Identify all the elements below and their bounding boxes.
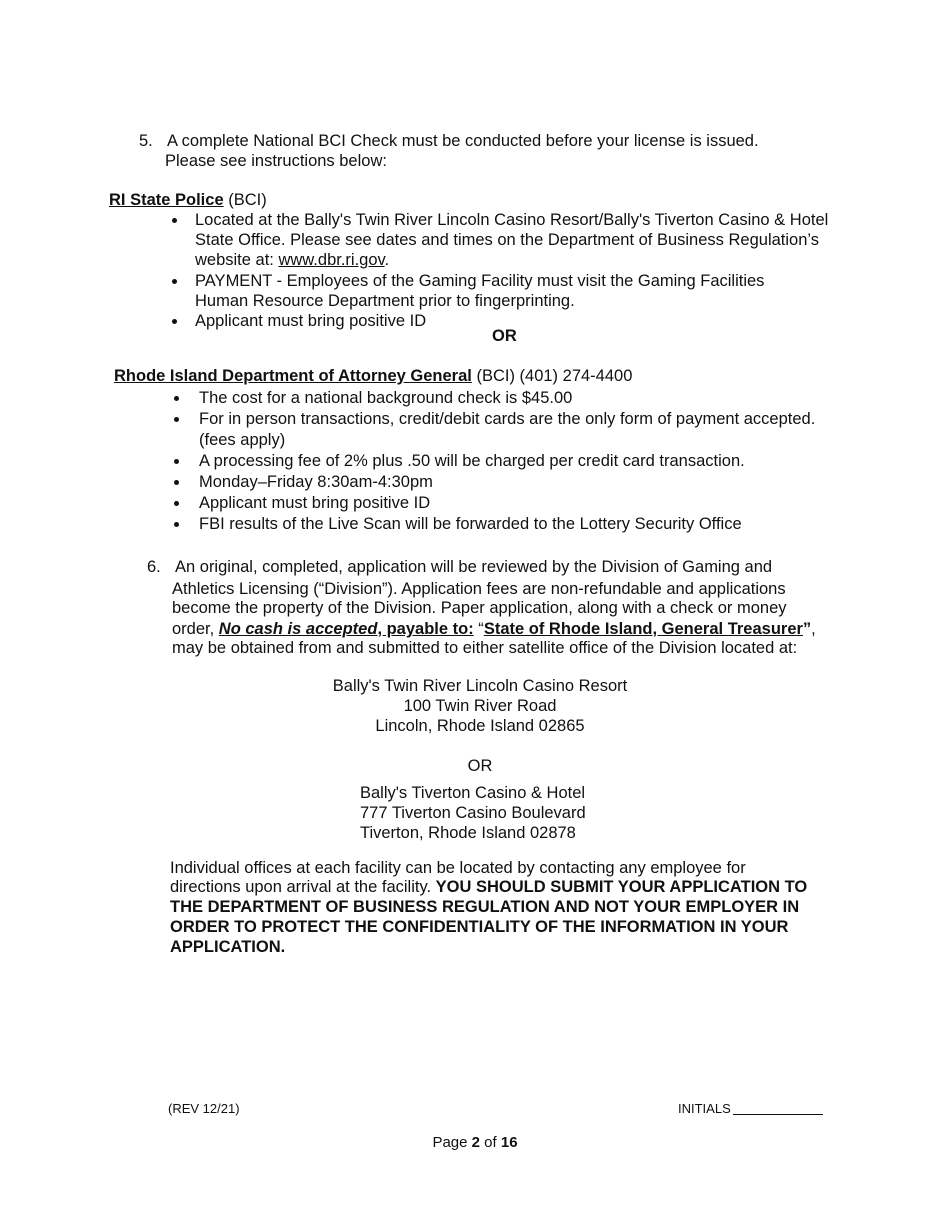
rsp-bullet1-line3: website at: www.dbr.ri.gov. (195, 251, 390, 269)
address1-line1: Bally's Twin River Lincoln Casino Resort (332, 677, 628, 695)
page-number: Page 2 of 16 (432, 1134, 518, 1151)
item6-number: 6. (147, 558, 161, 576)
ag-bullet2-cont: (fees apply) (199, 431, 286, 449)
closing-line5: APPLICATION. (170, 938, 286, 956)
dbr-website-link[interactable]: www.dbr.ri.gov (278, 251, 385, 269)
bullet-icon (172, 279, 177, 284)
ag-bullet1: The cost for a national background check is $45.00 (199, 389, 573, 407)
ag-bullet5: Applicant must bring positive ID (199, 494, 431, 512)
item6-line2: Athletics Licensing (“Division”). Application fees are non-refundable and applications (172, 580, 786, 598)
revision-label: (REV 12/21) (168, 1101, 240, 1116)
address1-line3: Lincoln, Rhode Island 02865 (375, 717, 585, 735)
rsp-bullet1-line2: State Office. Please see dates and times on the Department of Business Regulation’s (195, 231, 820, 249)
item5-line1: A complete National BCI Check must be conducted before your license is issued. (167, 132, 759, 150)
closing-line3: THE DEPARTMENT OF BUSINESS REGULATION AND NOT YOUR EMPLOYER IN (170, 898, 800, 916)
item6-line5: may be obtained from and submitted to either satellite office of the Division located at: (172, 639, 798, 657)
bullet-icon (174, 459, 179, 464)
item5-number: 5. (139, 132, 153, 150)
closing-line2: directions upon arrival at the facility. YOU SHOULD SUBMIT YOUR APPLICATION TO (170, 878, 808, 896)
ri-state-police-heading: RI State Police (BCI) (109, 191, 267, 209)
initials-label: INITIALS (678, 1101, 731, 1116)
closing-line4: ORDER TO PROTECT THE CONFIDENTIALITY OF THE INFORMATION IN YOUR (170, 918, 789, 936)
ag-bullet4: Monday–Friday 8:30am-4:30pm (199, 473, 433, 491)
rsp-bullet2-line2: Human Resource Department prior to fingerprinting. (195, 292, 575, 310)
bullet-icon (174, 501, 179, 506)
bullet-icon (174, 396, 179, 401)
address2-line2: 777 Tiverton Casino Boulevard (360, 804, 586, 822)
bullet-icon (172, 319, 177, 324)
attorney-general-heading: Rhode Island Department of Attorney General (BCI) (401) 274-4400 (114, 367, 633, 385)
closing-line1: Individual offices at each facility can be located by contacting any employee for (170, 859, 746, 877)
ag-bullet3: A processing fee of 2% plus .50 will be charged per credit card transaction. (199, 452, 745, 470)
ag-bullet2: For in person transactions, credit/debit cards are the only form of payment accepted. (199, 410, 816, 428)
bullet-icon (174, 480, 179, 485)
item6-line4: order, No cash is accepted, payable to: “State of Rhode Island, General Treasurer”, (172, 620, 816, 638)
bullet-icon (172, 218, 177, 223)
address2-line1: Bally's Tiverton Casino & Hotel (360, 784, 586, 802)
address2-line3: Tiverton, Rhode Island 02878 (360, 824, 576, 842)
item6-line1: An original, completed, application will be reviewed by the Division of Gaming and (175, 558, 773, 576)
rsp-bullet2-line1: PAYMENT - Employees of the Gaming Facility must visit the Gaming Facilities (195, 272, 765, 290)
address1-line2: 100 Twin River Road (403, 697, 557, 715)
item6-line3: become the property of the Division. Paper application, along with a check or money (172, 599, 787, 617)
rsp-bullet1-line1: Located at the Bally's Twin River Lincoln Casino Resort/Bally's Tiverton Casino & Hotel (195, 211, 829, 229)
or-separator-2: OR (467, 757, 493, 775)
rsp-bullet3-line1: Applicant must bring positive ID (195, 312, 427, 330)
bullet-icon (174, 522, 179, 527)
bullet-icon (174, 417, 179, 422)
or-separator-1: OR (492, 327, 517, 345)
item5-line2: Please see instructions below: (165, 152, 387, 170)
initials-field[interactable] (733, 1114, 823, 1115)
ag-bullet6: FBI results of the Live Scan will be forwarded to the Lottery Security Office (199, 515, 742, 533)
